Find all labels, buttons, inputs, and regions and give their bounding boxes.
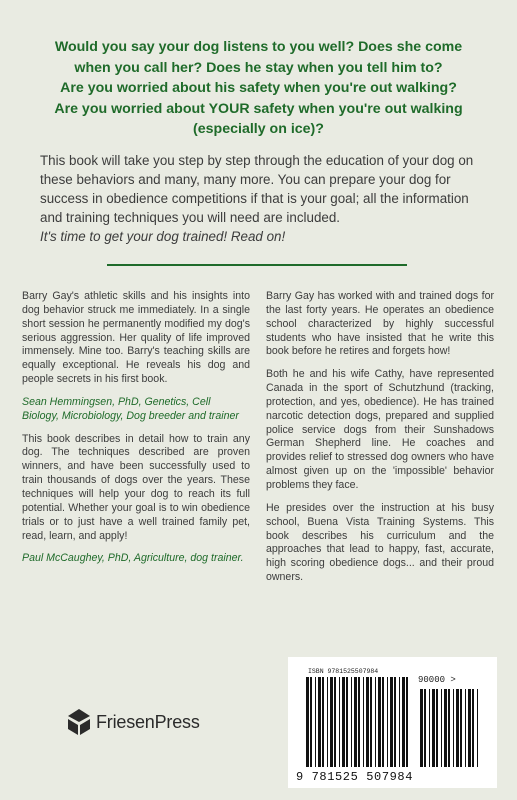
testimonial-attribution: Paul McCaughey, PhD, Agriculture, dog trainer. xyxy=(22,552,244,565)
publisher-logo-icon xyxy=(68,709,90,735)
barcode-panel xyxy=(288,657,497,788)
headline-line: Would you say your dog listens to you well? Does she come xyxy=(54,39,463,55)
publisher-logo xyxy=(68,709,200,735)
author-bio-paragraph: Both he and his wife Cathy, have represented Canada in the sport of Schutzhund (tracking, protection, and yes, obedience). He has trained narcotic detection dogs, prepared and supplied police service dogs from their Sunshadows German Shepherd line. He coaches and provides relief to stressed dog owners who have almost given up on the 'impossible' behavior problems they face. xyxy=(266,368,494,491)
right-column xyxy=(266,290,494,594)
isbn-digits: 9 781525 507984 xyxy=(296,770,414,784)
divider xyxy=(107,264,407,266)
headline-line: Are you worried about his safety when you're out walking? xyxy=(60,80,457,96)
headline xyxy=(30,37,487,140)
tagline: It's time to get your dog trained! Read on! xyxy=(40,229,286,244)
author-bio-paragraph: Barry Gay has worked with and trained dogs for the last forty years. He operates an obedience school characterized by highly successful students who have insisted that he write this book before he retires and forgets how! xyxy=(266,290,494,358)
left-column xyxy=(22,290,250,575)
headline-line: (especially on ice)? xyxy=(193,121,324,137)
barcode-graphic xyxy=(288,657,497,788)
testimonial-attribution: Sean Hemmingsen, PhD, Genetics, Cell Biology, Microbiology, Dog breeder and trainer xyxy=(22,395,239,422)
isbn-label: ISBN 978152550798​4 xyxy=(308,668,379,675)
headline-line: when you call her? Does he stay when you tell him to? xyxy=(74,59,443,76)
publisher-name: FriesenPress xyxy=(96,711,200,732)
testimonial-text: This book describes in detail how to train any dog. The techniques described are proven winners, and have been successfully used to train thousands of dogs over the years. These techniques will help your dog to reach its full potential. Whether your goal is to win obedience trials or to just have a well trained family pet, read, learn, and apply! xyxy=(22,432,250,542)
author-bio-paragraph: He presides over the instruction at his busy school, Buena Vista Training Systems. This book describes his curriculum and the approaches that lead to happy, fast, accurate, high scoring obedience dogs... and their proud owners. xyxy=(266,501,494,584)
price-code: 90000 > xyxy=(418,675,456,685)
testimonial-text: Barry Gay's athletic skills and his insights into dog behavior struck me immediately. In a single short session he permanently modified my dog's serious aggression. Her quality of life improved immensely. Mine too. Barry's teaching skills are equally exceptional. He reveals his dog and people secrets in his first book. xyxy=(22,290,250,386)
intro-paragraph: This book will take you step by step through the education of your dog on these behaviors and many, many more. You can prepare your dog for success in obedience competitions if that is your goal; all the information and training techniques you will need are included. xyxy=(40,153,474,225)
headline-line: Are you worried about YOUR safety when you're out walking xyxy=(54,100,463,117)
